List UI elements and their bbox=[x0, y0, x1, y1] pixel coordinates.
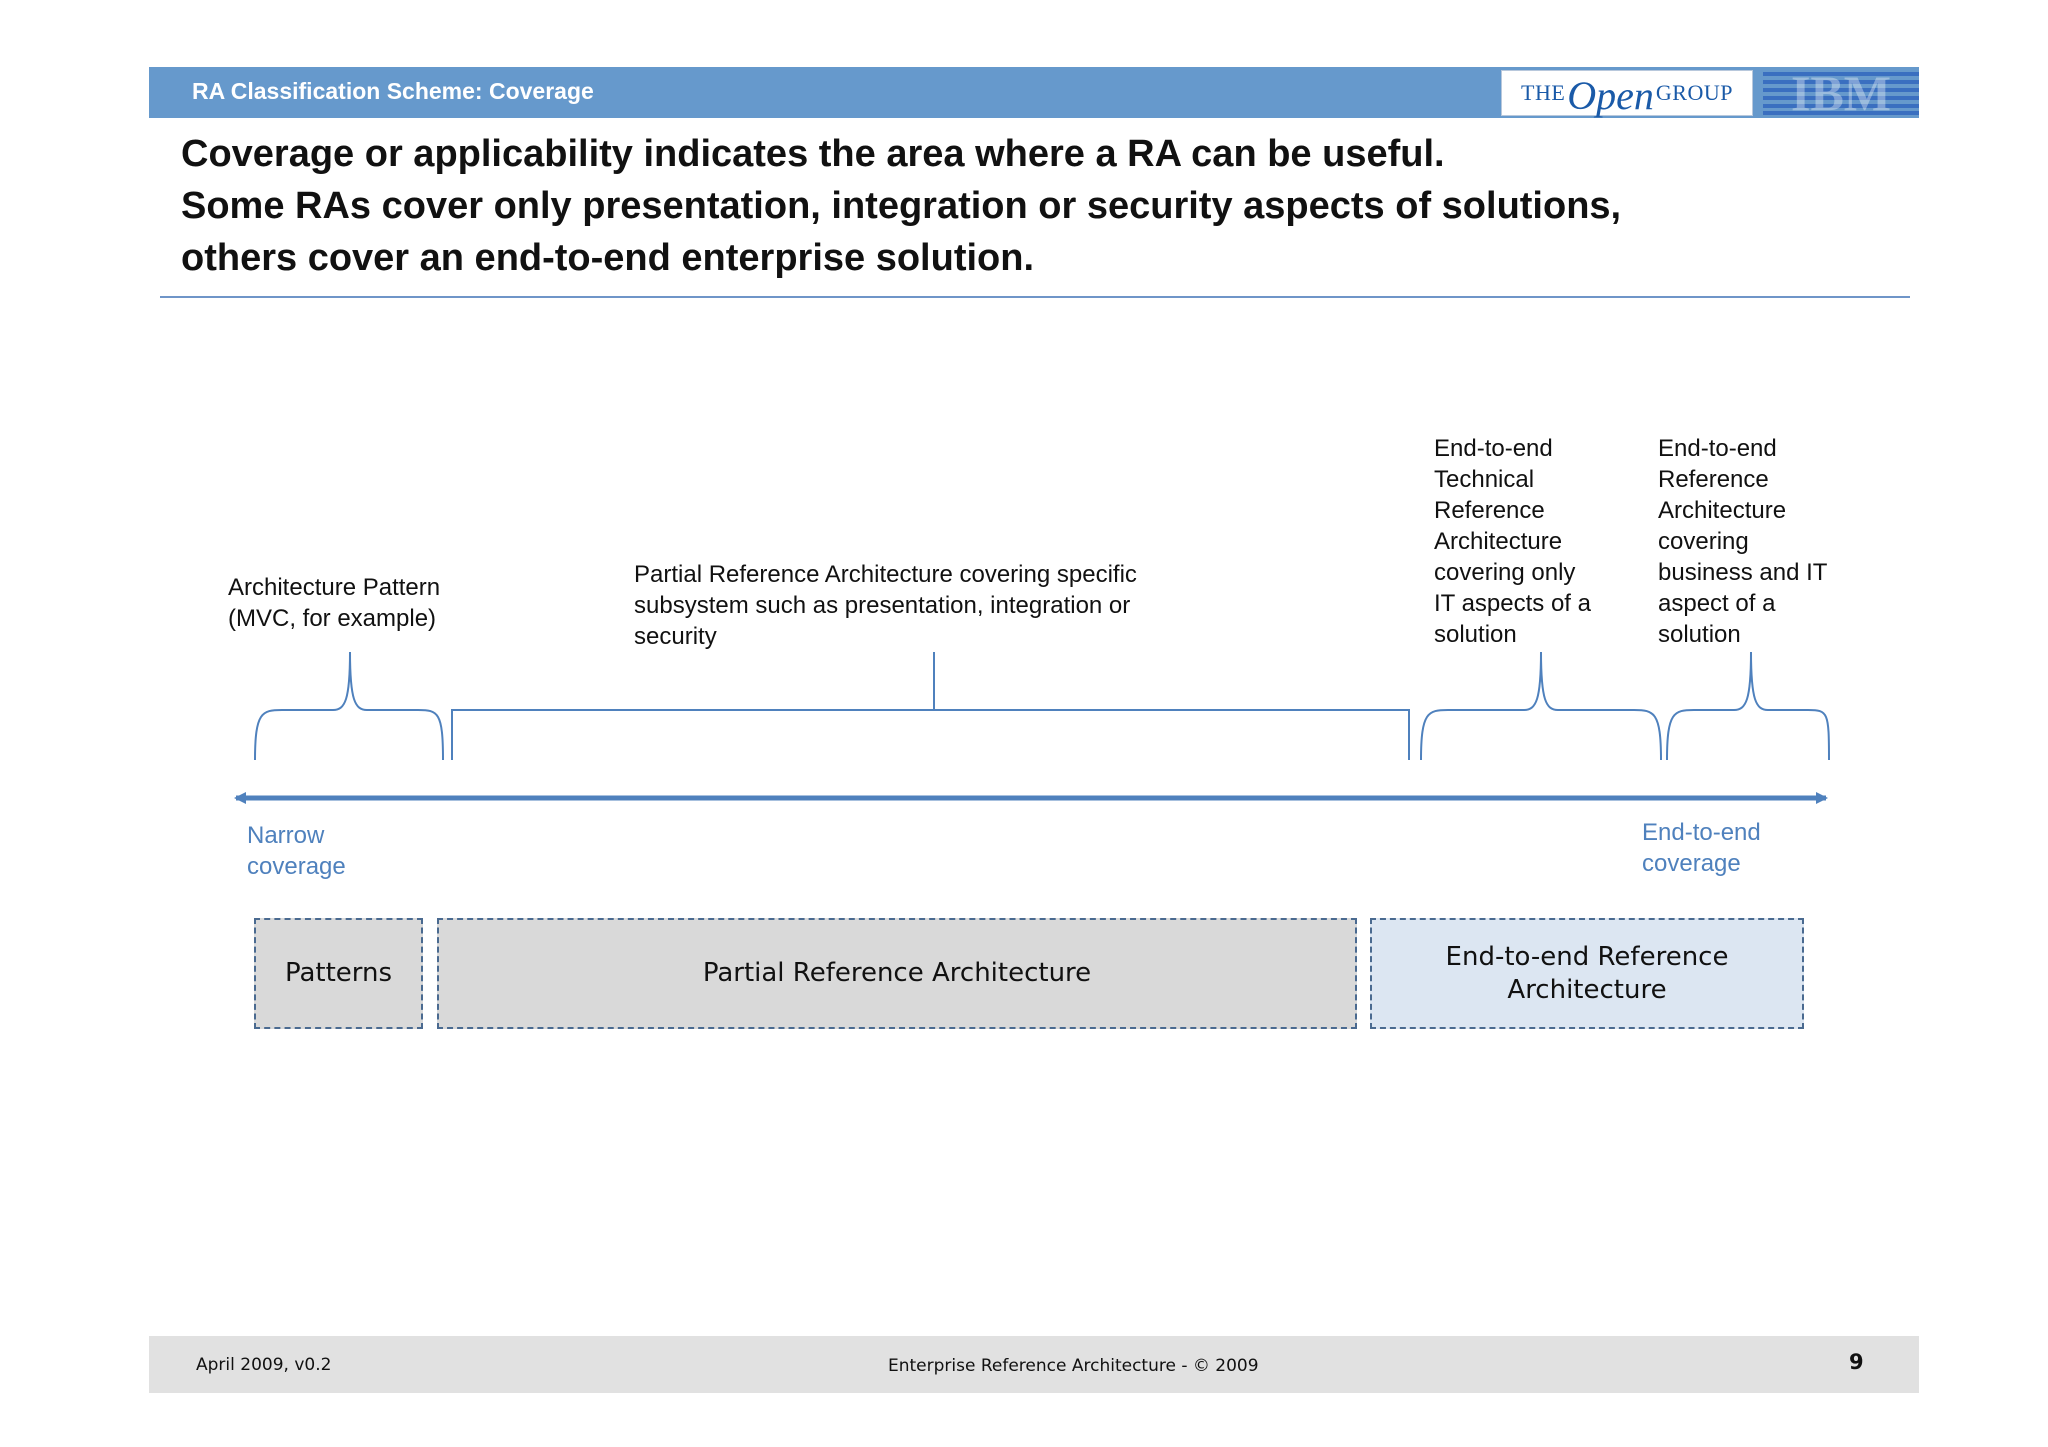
logo-group: GROUP bbox=[1655, 80, 1733, 105]
brace-technical bbox=[1421, 652, 1661, 760]
label-architecture-pattern: Architecture Pattern (MVC, for example) bbox=[228, 574, 441, 632]
label-narrow-coverage: Narrow coverage bbox=[247, 822, 346, 880]
footer-copyright: Enterprise Reference Architecture - © 2009 bbox=[888, 1356, 1259, 1376]
label-partial-ra: Partial Reference Architecture covering specific subsystem such as presentation, integration or security bbox=[634, 561, 1137, 650]
ibm-logo-text: IBM bbox=[1791, 70, 1891, 116]
box-end-to-end-ra: End-to-end Reference Architecture bbox=[1370, 918, 1804, 1029]
headline-line-2: Some RAs cover only presentation, integration or security aspects of solutions, bbox=[181, 185, 1622, 227]
brace-business bbox=[1667, 652, 1829, 760]
footer-date: April 2009, v0.2 bbox=[196, 1355, 332, 1375]
label-business-ra: End-to-end Reference Architecture covering business and IT aspect of a solution bbox=[1658, 435, 1828, 648]
headline-line-3: others cover an end-to-end enterprise solution. bbox=[181, 237, 1035, 279]
box-patterns: Patterns bbox=[254, 918, 423, 1029]
box-partial-ra: Partial Reference Architecture bbox=[437, 918, 1357, 1029]
page-number: 9 bbox=[1849, 1350, 1864, 1374]
logo-the: THE bbox=[1521, 80, 1566, 105]
label-technical-ra: End-to-end Technical Reference Architecture covering only IT aspects of a solution bbox=[1434, 435, 1591, 648]
logo-open: Open bbox=[1567, 72, 1654, 118]
slide-title: RA Classification Scheme: Coverage bbox=[192, 78, 594, 104]
brace-pattern bbox=[255, 652, 443, 760]
bracket-partial bbox=[452, 652, 1409, 760]
label-end-to-end-coverage: End-to-end coverage bbox=[1642, 819, 1761, 877]
headline-line-1: Coverage or applicability indicates the area where a RA can be useful. bbox=[181, 133, 1445, 175]
